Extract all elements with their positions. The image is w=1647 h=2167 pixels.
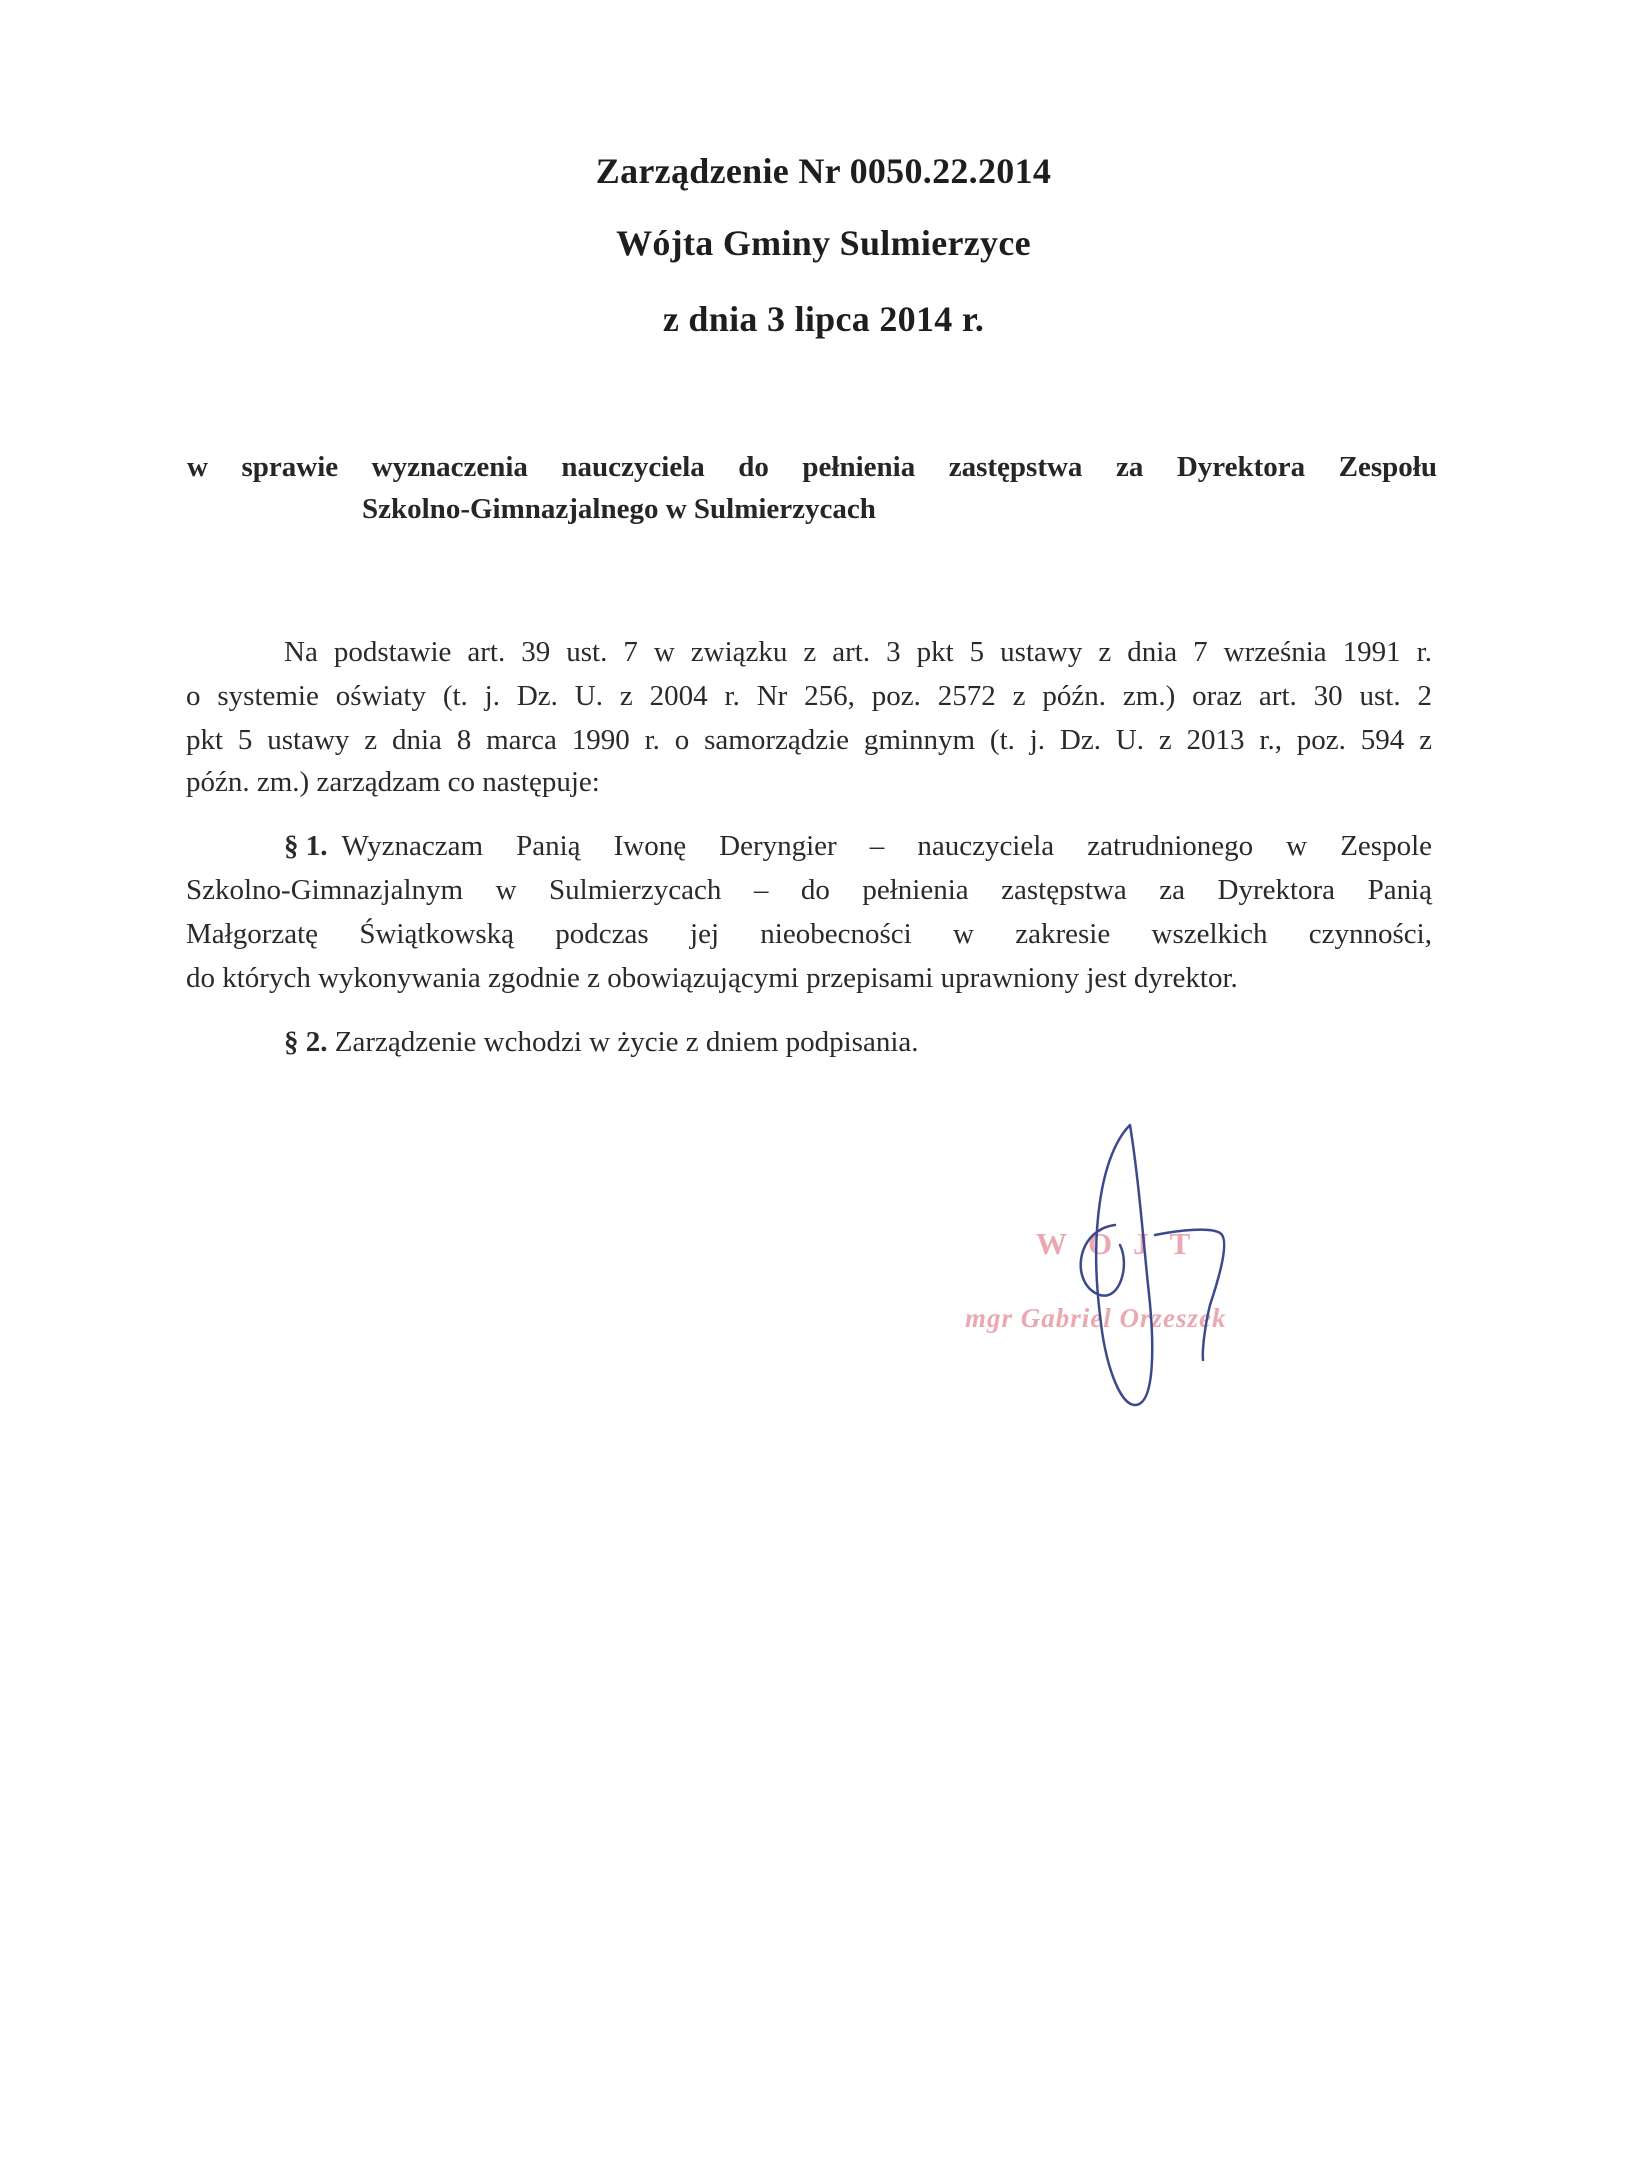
section-1-line-1 [284,830,1432,863]
section-1-line-2: Szkolno-Gimnazjalnym w Sulmierzycach – do pełnienia zastępstwa za Dyrektora Panią [186,874,1432,906]
signature-stroke-loop [1081,1225,1124,1296]
preamble-line-1: Na podstawie art. 39 ust. 7 w związku z art. 3 pkt 5 ustawy z dnia 7 września 1991 r. [284,636,1432,668]
section-1-marker: § 1. [284,830,328,862]
section-2-marker: § 2. [284,1026,328,1058]
document-title: Zarządzenie Nr 0050.22.2014 [595,151,1052,191]
preamble-line-2: o systemie oświaty (t. j. Dz. U. z 2004 r. Nr 256, poz. 2572 z późn. zm.) oraz art. 30 ust. 2 [186,680,1432,712]
subject-line-1: w sprawie wyznaczenia nauczyciela do pełnienia zastępstwa za Dyrektora Zespołu [187,451,1437,483]
preamble-line-4: późn. zm.) zarządzam co następuje: [186,766,600,798]
section-1-line-4: do których wykonywania zgodnie z obowiązującymi przepisami uprawniony jest dyrektor. [186,962,1238,994]
subject-line-2: Szkolno-Gimnazjalnego w Sulmierzycach [362,493,876,525]
section-1-line-3: Małgorzatę Świątkowską podczas jej nieobecności w zakresie wszelkich czynności, [186,918,1432,950]
stamp-title: WÓJT [1036,1226,1212,1261]
signature [1060,1115,1260,1415]
stamp-name: mgr Gabriel Orzeszek [965,1303,1227,1333]
document-authority: Wójta Gminy Sulmierzyce [616,223,1031,263]
document-date: z dnia 3 lipca 2014 r. [662,299,985,339]
preamble-line-3: pkt 5 ustawy z dnia 8 marca 1990 r. o samorządzie gminnym (t. j. Dz. U. z 2013 r., poz. 594 z [186,724,1432,756]
section-1-text-line-1: Wyznaczam Panią Iwonę Deryngier – nauczyciela zatrudnionego w Zespole [341,830,1432,862]
signature-stroke-right [1155,1230,1224,1360]
section-2-text: Zarządzenie wchodzi w życie z dniem podpisania. [334,1026,919,1058]
section-2 [284,1026,919,1059]
